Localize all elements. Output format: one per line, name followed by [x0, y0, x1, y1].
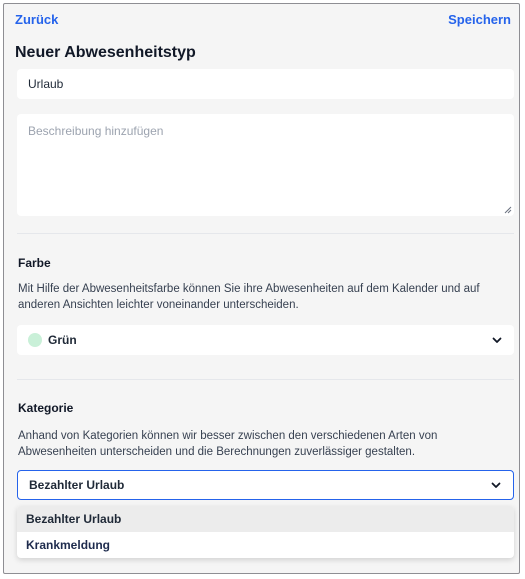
color-select[interactable] — [17, 325, 514, 355]
color-help-text: Mit Hilfe der Abwesenheitsfarbe können Sie ihre Abwesenheiten auf dem Kalender und auf anderen Ansichten leichter voneinander unterscheiden. — [18, 283, 480, 311]
color-select-value: Grün — [48, 333, 77, 347]
back-button[interactable]: Zurück — [15, 12, 59, 27]
color-section-title: Farbe — [18, 256, 51, 270]
absence-type-form — [3, 3, 520, 574]
description-placeholder: Beschreibung hinzufügen — [28, 124, 164, 138]
resize-handle-icon[interactable] — [504, 206, 512, 214]
divider — [17, 233, 514, 234]
category-option-sick-leave[interactable]: Krankmeldung — [26, 538, 111, 552]
divider — [17, 379, 514, 380]
category-option-paid-leave[interactable]: Bezahlter Urlaub — [17, 506, 514, 532]
color-swatch — [28, 333, 42, 347]
top-bar — [4, 4, 519, 34]
save-button[interactable]: Speichern — [448, 12, 511, 27]
description-textarea[interactable] — [17, 114, 514, 216]
category-dropdown — [17, 506, 514, 558]
name-input[interactable]: Urlaub — [17, 69, 514, 99]
chevron-down-icon — [491, 334, 503, 346]
category-select-value: Bezahlter Urlaub — [29, 478, 125, 492]
chevron-down-icon — [490, 479, 502, 491]
category-select[interactable] — [17, 470, 514, 500]
page-title: Neuer Abwesenheitstyp — [15, 44, 196, 61]
category-help-text: Anhand von Kategorien können wir besser zwischen den verschiedenen Arten von Abwesenheiten unterscheiden und die Berechnungen zuverlässiger gestalten. — [18, 430, 438, 458]
category-section-title: Kategorie — [18, 401, 74, 415]
